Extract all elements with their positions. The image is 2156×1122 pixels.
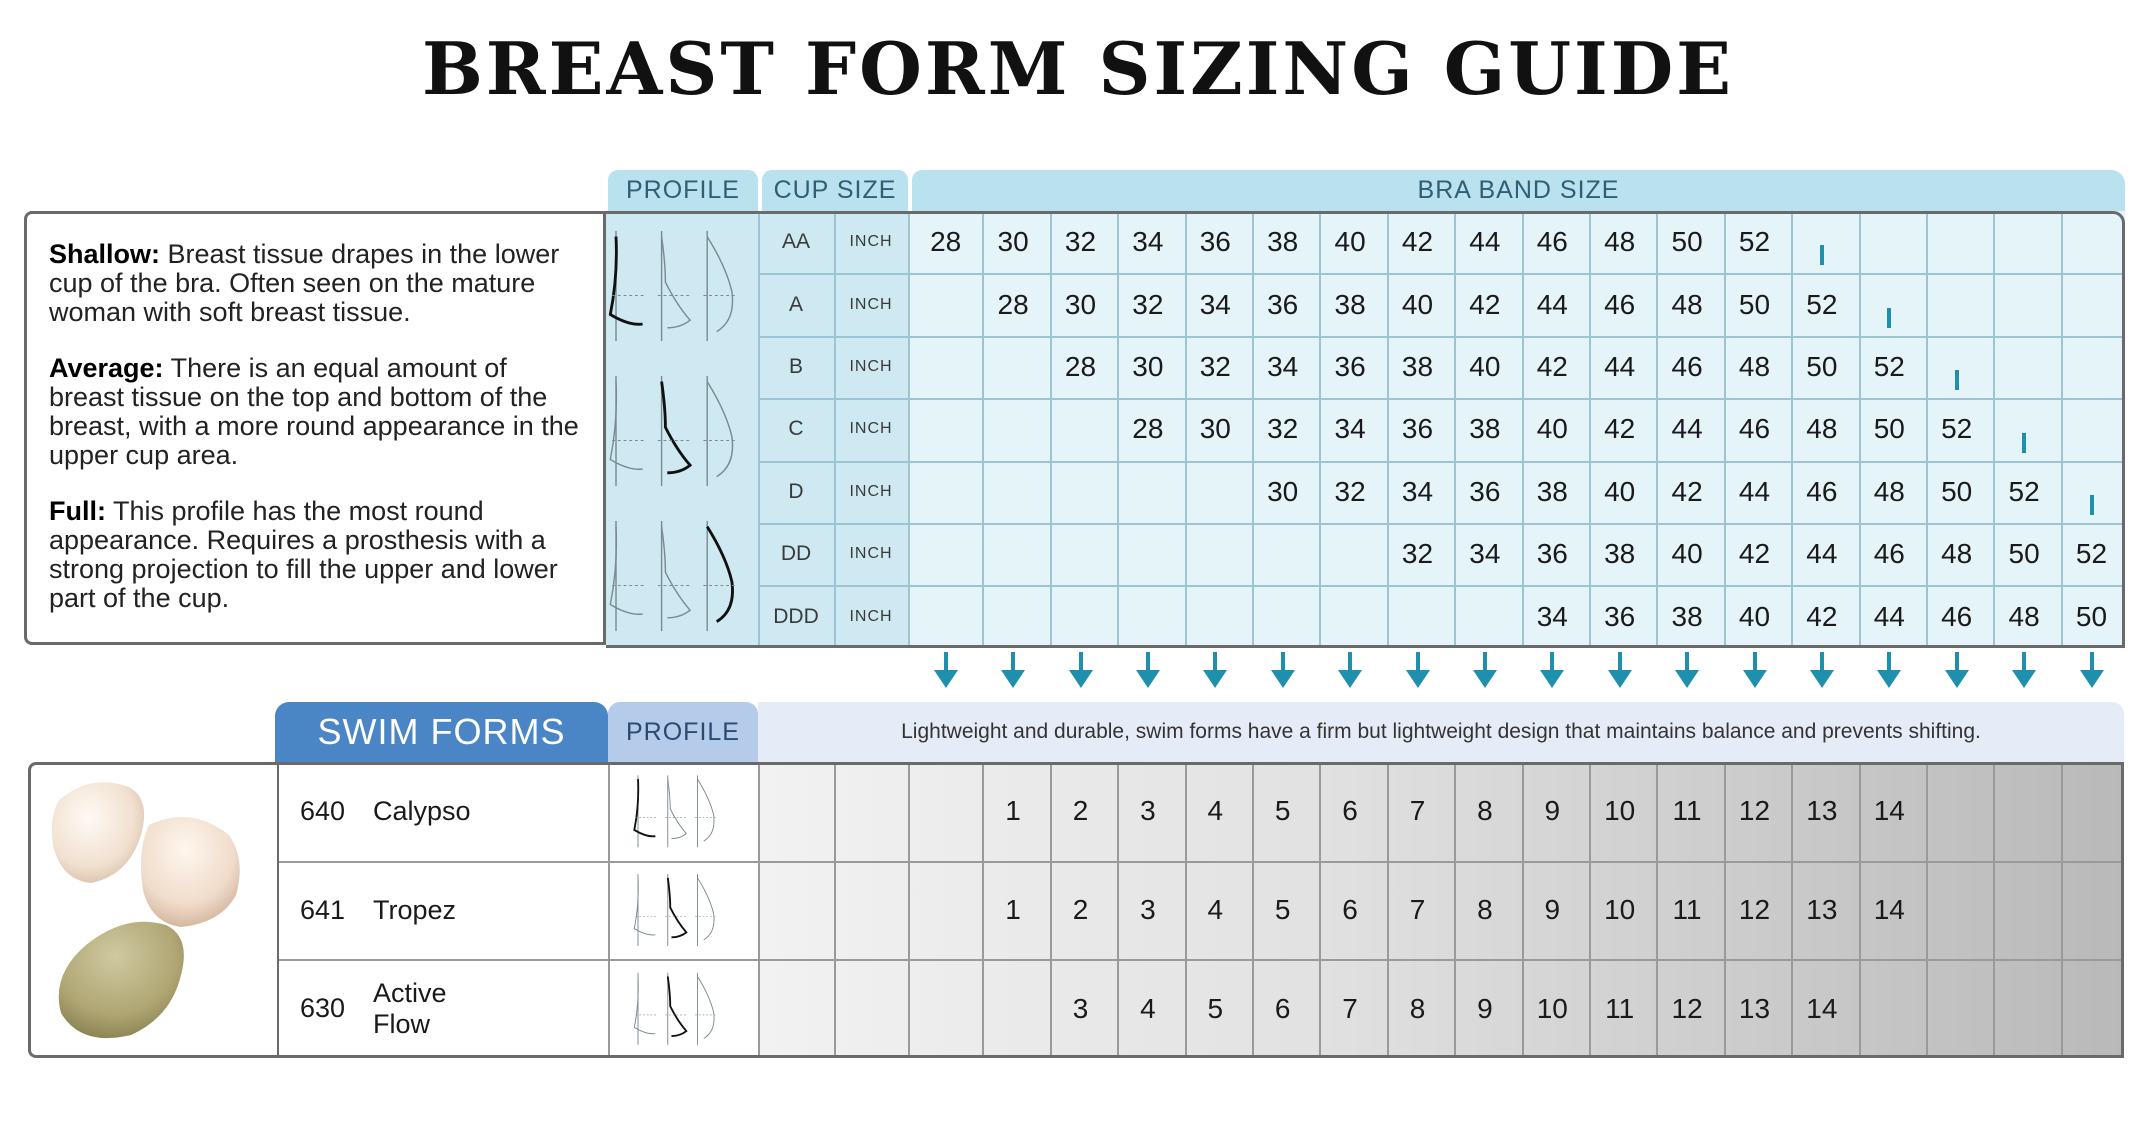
swim-size-cell: 5 (1207, 992, 1224, 1024)
band-size-cell: 28 (930, 226, 962, 258)
cup-size-label: DD (780, 542, 812, 566)
swim-size-cell: 6 (1274, 992, 1291, 1024)
swim-size-cell: 10 (1604, 894, 1636, 926)
arrow-shaft (944, 652, 948, 670)
cup-size-label: D (788, 479, 804, 503)
arrow-shaft (2090, 652, 2094, 670)
arrow-shaft (1348, 652, 1352, 670)
band-size-cell: 30 (1132, 350, 1164, 382)
band-size-cell: 36 (1199, 226, 1231, 258)
band-size-cell: 44 (1806, 538, 1838, 570)
arrow-shaft (1079, 652, 1083, 670)
swim-product-name: Calypso (373, 795, 471, 826)
arrow-head (1069, 670, 1093, 688)
band-size-cell: 40 (1738, 600, 1771, 632)
swim-profile-header: PROFILE (608, 702, 758, 762)
arrow-shaft (1146, 652, 1150, 670)
band-size-cell: 50 (1806, 350, 1838, 382)
band-size-cell: 36 (1604, 600, 1636, 632)
swim-size-cell: 14 (1806, 992, 1838, 1024)
band-size-cell: 48 (1873, 475, 1905, 507)
unit-label: INCH (849, 295, 893, 313)
arrow-shaft (2022, 433, 2026, 453)
arrow-shaft (1011, 652, 1015, 670)
band-size-cell: 36 (1267, 288, 1299, 320)
band-size-cell: 36 (1469, 475, 1501, 507)
swim-size-cell: 1 (1005, 894, 1021, 926)
arrow-head (1203, 670, 1227, 688)
unit-label: INCH (849, 545, 893, 563)
swim-forms-image (28, 762, 277, 1058)
description-text: This profile has the most round appearance. Requires a prosthesis with a strong projection to fill the upper and lower part of the cup. (49, 496, 558, 613)
band-size-cell: 40 (1604, 475, 1636, 507)
arrow-head (1473, 670, 1497, 688)
band-size-cell: 52 (1941, 413, 1973, 445)
arrow-shaft (2022, 652, 2026, 670)
band-size-cell: 42 (1469, 288, 1501, 320)
band-size-cell: 38 (1604, 538, 1636, 570)
arrow-shaft (2090, 495, 2094, 515)
swim-size-cell: 5 (1274, 795, 1291, 827)
band-size-cell: 46 (1941, 600, 1973, 632)
arrow-head (1540, 670, 1564, 688)
band-size-cell: 34 (1334, 413, 1366, 445)
band-size-cell: 44 (1738, 475, 1771, 507)
arrow-head (1675, 670, 1699, 688)
band-size-cell: 34 (1469, 538, 1501, 570)
band-size-cell: 34 (1132, 226, 1164, 258)
arrow-shaft (1281, 652, 1285, 670)
band-size-cell: 42 (1738, 538, 1771, 570)
swim-size-cell: 11 (1672, 894, 1702, 926)
swim-size-cell: 13 (1738, 992, 1771, 1024)
cup-size-label: A (788, 292, 803, 316)
band-size-cell: 42 (1536, 350, 1568, 382)
swim-size-cell: 1 (1005, 795, 1021, 827)
band-size-cell: 38 (1671, 600, 1703, 632)
arrow-head (2080, 670, 2104, 688)
band-size-cell: 36 (1401, 413, 1434, 445)
band-size-cell: 36 (1334, 350, 1366, 382)
arrow-shaft (1887, 652, 1891, 670)
band-size-cell: 52 (1873, 350, 1905, 382)
band-size-cell: 48 (1806, 413, 1838, 445)
arrow-head (1877, 670, 1901, 688)
band-size-cell: 40 (1334, 226, 1366, 258)
band-size-cell: 46 (1873, 538, 1905, 570)
band-size-cell: 32 (1132, 288, 1164, 320)
swim-size-cell: 6 (1342, 795, 1358, 827)
band-size-cell: 52 (1738, 226, 1771, 258)
band-size-cell: 44 (1469, 226, 1501, 258)
band-size-cell: 40 (1536, 413, 1568, 445)
swim-size-cell: 9 (1544, 894, 1561, 926)
swim-product-name: Tropez (373, 894, 457, 925)
band-size-cell: 36 (1536, 538, 1568, 570)
description-text: There is an equal amount of breast tissue on the top and bottom of the breast, with a more round appearance in the upper cup area. (49, 353, 579, 470)
swim-size-cell: 3 (1140, 795, 1156, 827)
band-size-cell: 46 (1806, 475, 1838, 507)
band-size-cell: 52 (2008, 475, 2040, 507)
arrow-head (1608, 670, 1632, 688)
band-size-cell: 52 (2075, 538, 2108, 570)
swim-description: Lightweight and durable, swim forms have a firm but lightweight design that maintains balance and prevents shifting. (758, 702, 2124, 762)
band-size-cell: 34 (1199, 288, 1231, 320)
arrow-shaft (1550, 652, 1554, 670)
band-size-cell: 48 (1671, 288, 1703, 320)
arrow-shaft (1753, 652, 1757, 670)
band-size-cell: 52 (1806, 288, 1838, 320)
band-size-cell: 30 (1064, 288, 1097, 320)
arrow-shaft (1955, 652, 1959, 670)
breast-form-illustration (31, 765, 280, 1061)
band-size-cell: 38 (1536, 475, 1568, 507)
arrow-shaft (1820, 245, 1824, 265)
unit-label: INCH (849, 420, 893, 438)
swim-size-cell: 4 (1207, 795, 1224, 827)
band-size-cell: 42 (1806, 600, 1838, 632)
unit-label: INCH (849, 482, 893, 500)
swim-size-cell: 8 (1477, 795, 1493, 827)
swim-size-cell: 8 (1409, 992, 1426, 1024)
arrow-head (1743, 670, 1767, 688)
band-size-cell: 34 (1267, 350, 1299, 382)
arrow-head (1945, 670, 1969, 688)
swim-size-cell: 3 (1140, 894, 1156, 926)
band-size-cell: 28 (1064, 350, 1097, 382)
swim-size-cell: 10 (1604, 795, 1636, 827)
arrow-head (1338, 670, 1362, 688)
cup-size-label: AA (781, 230, 810, 254)
swim-size-cell: 13 (1806, 795, 1838, 827)
band-size-cell: 34 (1536, 600, 1568, 632)
swim-size-cell: 14 (1873, 795, 1905, 827)
arrow-head (1810, 670, 1834, 688)
unit-label: INCH (849, 607, 893, 625)
swim-product-code: 630 (300, 993, 346, 1024)
description-paragraph (49, 497, 583, 613)
swim-size-cell: 4 (1140, 992, 1156, 1024)
swim-size-cell: 7 (1409, 795, 1426, 827)
band-size-cell: 50 (1873, 413, 1905, 445)
grid-border (606, 211, 2125, 648)
cup-size-label: B (788, 354, 803, 378)
swim-size-cell: 2 (1072, 795, 1089, 827)
arrow-head (1136, 670, 1160, 688)
band-size-cell: 38 (1401, 350, 1434, 382)
swim-size-cell: 6 (1342, 894, 1358, 926)
band-size-cell: 42 (1401, 226, 1434, 258)
swim-size-cell: 7 (1342, 992, 1358, 1024)
band-size-cell: 32 (1334, 475, 1366, 507)
band-size-cell: 50 (1941, 475, 1973, 507)
band-size-cell: 50 (2075, 600, 2108, 632)
band-size-cell: 44 (1873, 600, 1905, 632)
band-size-cell: 32 (1267, 413, 1299, 445)
band-size-cell: 50 (2008, 538, 2040, 570)
arrow-shaft (1820, 652, 1824, 670)
arrow-shaft (1416, 652, 1420, 670)
band-size-cell: 38 (1267, 226, 1299, 258)
swim-size-cell: 12 (1738, 894, 1771, 926)
swim-border (277, 762, 2124, 1058)
swim-size-cell: 9 (1477, 992, 1493, 1024)
description-term: Average: (49, 353, 164, 383)
unit-label: INCH (849, 357, 893, 375)
swim-size-cell: 13 (1806, 894, 1838, 926)
description-term: Shallow: (49, 239, 161, 269)
description-text: Breast tissue drapes in the lower cup of the bra. Often seen on the mature woman with soft breast tissue. (49, 239, 560, 327)
band-size-cell: 46 (1738, 413, 1771, 445)
band-size-cell: 46 (1536, 226, 1568, 258)
arrow-shaft (1887, 308, 1891, 328)
band-size-cell: 38 (1469, 413, 1501, 445)
band-size-cell: 40 (1469, 350, 1501, 382)
swim-size-cell: 12 (1671, 992, 1703, 1024)
band-size-cell: 42 (1604, 413, 1636, 445)
band-size-cell: 48 (1738, 350, 1771, 382)
arrow-shaft (1618, 652, 1622, 670)
profile-descriptions (24, 211, 606, 645)
arrow-head (1271, 670, 1295, 688)
bra-band-size-header: BRA BAND SIZE (912, 170, 2125, 211)
band-size-cell: 32 (1401, 538, 1434, 570)
swim-size-cell: 2 (1072, 894, 1089, 926)
band-size-cell: 48 (2008, 600, 2040, 632)
swim-size-cell: 5 (1274, 894, 1291, 926)
band-size-cell: 32 (1064, 226, 1097, 258)
arrow-shaft (1213, 652, 1217, 670)
cup-size-header: CUP SIZE (762, 170, 908, 211)
swim-size-cell: 7 (1409, 894, 1426, 926)
band-size-cell: 38 (1334, 288, 1366, 320)
arrow-shaft (1483, 652, 1487, 670)
unit-label: INCH (849, 233, 893, 251)
description-term: Full: (49, 496, 106, 526)
band-size-cell: 44 (1536, 288, 1568, 320)
swim-size-cell: 11 (1605, 992, 1635, 1024)
band-size-cell: 32 (1199, 350, 1231, 382)
swim-product-name: Active Flow (373, 977, 447, 1039)
arrow-shaft (1685, 652, 1689, 670)
swim-size-cell: 14 (1873, 894, 1905, 926)
description-paragraph (49, 354, 583, 470)
band-size-cell: 30 (1199, 413, 1231, 445)
band-size-cell: 28 (1132, 413, 1164, 445)
swim-size-cell: 8 (1477, 894, 1493, 926)
profile-header: PROFILE (608, 170, 758, 211)
band-size-cell: 40 (1671, 538, 1703, 570)
swim-size-cell: 4 (1207, 894, 1224, 926)
band-size-cell: 50 (1738, 288, 1771, 320)
band-size-cell: 28 (997, 288, 1029, 320)
swim-size-cell: 11 (1672, 795, 1702, 827)
swim-product-code: 640 (300, 795, 346, 826)
band-size-cell: 48 (1604, 226, 1636, 258)
swim-product-code: 641 (300, 894, 346, 925)
arrow-head (1406, 670, 1430, 688)
swim-size-cell: 9 (1544, 795, 1561, 827)
page-title: BREAST FORM SIZING GUIDE (421, 26, 1735, 111)
arrow-head (934, 670, 958, 688)
cup-size-label: DDD (773, 604, 819, 628)
swim-forms-tab: SWIM FORMS (275, 702, 608, 762)
arrow-shaft (1955, 370, 1959, 390)
band-size-cell: 30 (1267, 475, 1299, 507)
band-size-cell: 40 (1401, 288, 1434, 320)
band-size-cell: 46 (1604, 288, 1636, 320)
cup-size-label: C (788, 417, 804, 441)
description-paragraph (49, 240, 583, 327)
swim-size-cell: 3 (1072, 992, 1089, 1024)
band-size-cell: 50 (1671, 226, 1703, 258)
arrow-head (2012, 670, 2036, 688)
band-size-cell: 44 (1604, 350, 1636, 382)
swim-size-cell: 10 (1536, 992, 1568, 1024)
swim-size-cell: 12 (1738, 795, 1771, 827)
band-size-cell: 44 (1671, 413, 1703, 445)
band-size-cell: 30 (997, 226, 1029, 258)
band-size-cell: 42 (1671, 475, 1703, 507)
band-size-cell: 48 (1941, 538, 1973, 570)
band-size-cell: 46 (1671, 350, 1703, 382)
arrow-head (1001, 670, 1025, 688)
band-size-cell: 34 (1401, 475, 1434, 507)
